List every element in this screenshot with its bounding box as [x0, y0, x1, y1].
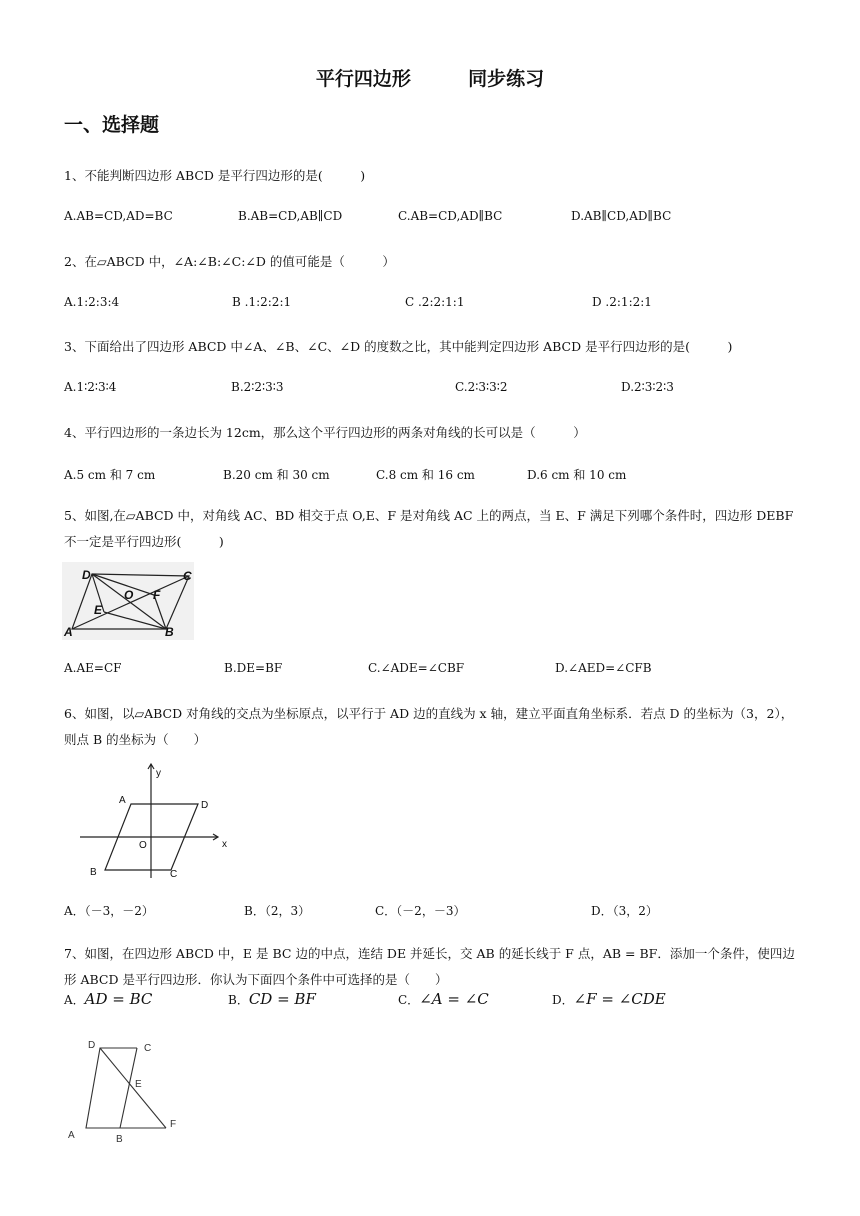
q5-option-d: D.∠AED=∠CFB	[555, 661, 652, 675]
q7-option-d-formula: ∠F = ∠CDE	[573, 990, 666, 1008]
title-part2: 同步练习	[468, 68, 545, 90]
q1-option-b: B.AB=CD,AB∥CD	[238, 209, 343, 223]
question-6-stem: 6、如图，以▱ABCD 对角线的交点为坐标原点，以平行于 AD 边的直线为 x 轴，建立平面直角坐标系．若点 D 的坐标为（3，2），则点 B 的坐标为（ ）	[64, 706, 794, 747]
section-heading: 一、选择题	[64, 114, 160, 136]
label-e: E	[135, 1079, 142, 1090]
q3-option-b: B.2∶2∶3∶3	[231, 380, 284, 394]
label-c: C	[170, 869, 178, 880]
side-ab-ad-dc	[86, 1048, 137, 1128]
label-e: E	[94, 603, 103, 617]
q4-option-a: A.5 cm 和 7 cm	[64, 468, 156, 482]
q2-option-d: D .2:1:2:1	[592, 295, 652, 309]
q2-option-b: B .1:2:2:1	[232, 295, 292, 309]
q2-option-a: A.1:2:3:4	[64, 295, 120, 309]
q6-option-b: B．（2，3）	[244, 904, 311, 918]
line-df	[100, 1048, 166, 1128]
q7-option-b-formula: CD = BF	[248, 990, 316, 1008]
q6-coordinate-figure	[74, 760, 240, 882]
label-origin: O	[139, 840, 147, 851]
label-d: D	[88, 1040, 96, 1051]
q7-option-b	[228, 990, 316, 1008]
q7-quadrilateral-figure	[62, 1036, 186, 1146]
label-b: B	[165, 625, 174, 639]
q7-option-c-prefix: C．	[398, 993, 420, 1007]
q5-option-b: B.DE=BF	[224, 661, 283, 675]
question-3-stem: 3、下面给出了四边形 ABCD 中∠A、∠B、∠C、∠D 的度数之比，其中能判定四边形 ABCD 是平行四边形的是( )	[64, 339, 733, 354]
q7-option-b-prefix: B．	[228, 993, 249, 1007]
label-b: B	[116, 1134, 123, 1145]
q1-option-d: D.AB∥CD,AD∥BC	[571, 209, 672, 223]
q3-option-c: C.2∶3∶3∶2	[455, 380, 508, 394]
q5-parallelogram-figure	[62, 562, 194, 640]
q7-option-a-formula: AD = BC	[84, 990, 153, 1008]
label-y: y	[156, 768, 161, 779]
label-c: C	[144, 1043, 152, 1054]
q7-option-a	[64, 990, 152, 1008]
q4-option-b: B.20 cm 和 30 cm	[223, 468, 330, 482]
q7-option-d-prefix: D．	[552, 993, 574, 1007]
q3-option-d: D.2∶3∶2∶3	[621, 380, 674, 394]
question-4-stem: 4、平行四边形的一条边长为 12cm，那么这个平行四边形的两条对角线的长可以是（ ）	[64, 425, 586, 440]
q7-option-c-formula: ∠A = ∠C	[419, 990, 489, 1008]
label-a: A	[68, 1130, 75, 1141]
q4-option-c: C.8 cm 和 16 cm	[376, 468, 475, 482]
label-d: D	[201, 800, 209, 811]
question-7-stem: 7、如图，在四边形 ABCD 中，E 是 BC 边的中点，连结 DE 并延长，交 AB 的延长线于 F 点，AB = BF．添加一个条件，使四边形 ABCD 是平行四边形．你认为下面四个条件中可选择的是（ ）	[64, 946, 795, 987]
title-part1: 平行四边形	[315, 68, 411, 90]
q1-option-a: A.AB=CD,AD=BC	[64, 209, 173, 223]
q2-option-c: C .2:2:1:1	[405, 295, 465, 309]
q4-option-d: D.6 cm 和 10 cm	[527, 468, 627, 482]
label-f: F	[153, 588, 161, 602]
q3-option-a: A.1∶2∶3∶4	[64, 380, 117, 394]
q6-option-d: D．（3，2）	[591, 904, 658, 918]
label-b: B	[90, 867, 97, 878]
q6-option-a: A．（－3，－2）	[64, 904, 154, 918]
page-title	[0, 64, 860, 91]
label-a: A	[119, 795, 126, 806]
question-2-stem: 2、在▱ABCD 中，∠A:∠B:∠C:∠D 的值可能是（ ）	[64, 254, 395, 269]
question-1-stem: 1、不能判断四边形 ABCD 是平行四边形的是( )	[64, 168, 366, 183]
label-o: O	[124, 588, 134, 602]
q5-option-a: A.AE=CF	[64, 661, 122, 675]
label-f: F	[170, 1119, 177, 1130]
q7-option-a-prefix: A．	[64, 993, 85, 1007]
label-c: C	[183, 569, 192, 583]
q5-option-c: C.∠ADE=∠CBF	[368, 661, 465, 675]
label-a: A	[64, 625, 73, 639]
q7-option-c	[398, 990, 489, 1008]
question-5-stem: 5、如图,在▱ABCD 中，对角线 AC、BD 相交于点 O,E、F 是对角线 AC 上的两点，当 E、F 满足下列哪个条件时，四边形 DEBF 不一定是平行四边形( )	[64, 508, 794, 549]
q6-option-c: C．（－2，－3）	[375, 904, 466, 918]
label-x: x	[222, 839, 227, 850]
q7-option-d	[552, 990, 666, 1008]
label-d: D	[82, 568, 91, 582]
q1-option-c: C.AB=CD,AD∥BC	[398, 209, 503, 223]
